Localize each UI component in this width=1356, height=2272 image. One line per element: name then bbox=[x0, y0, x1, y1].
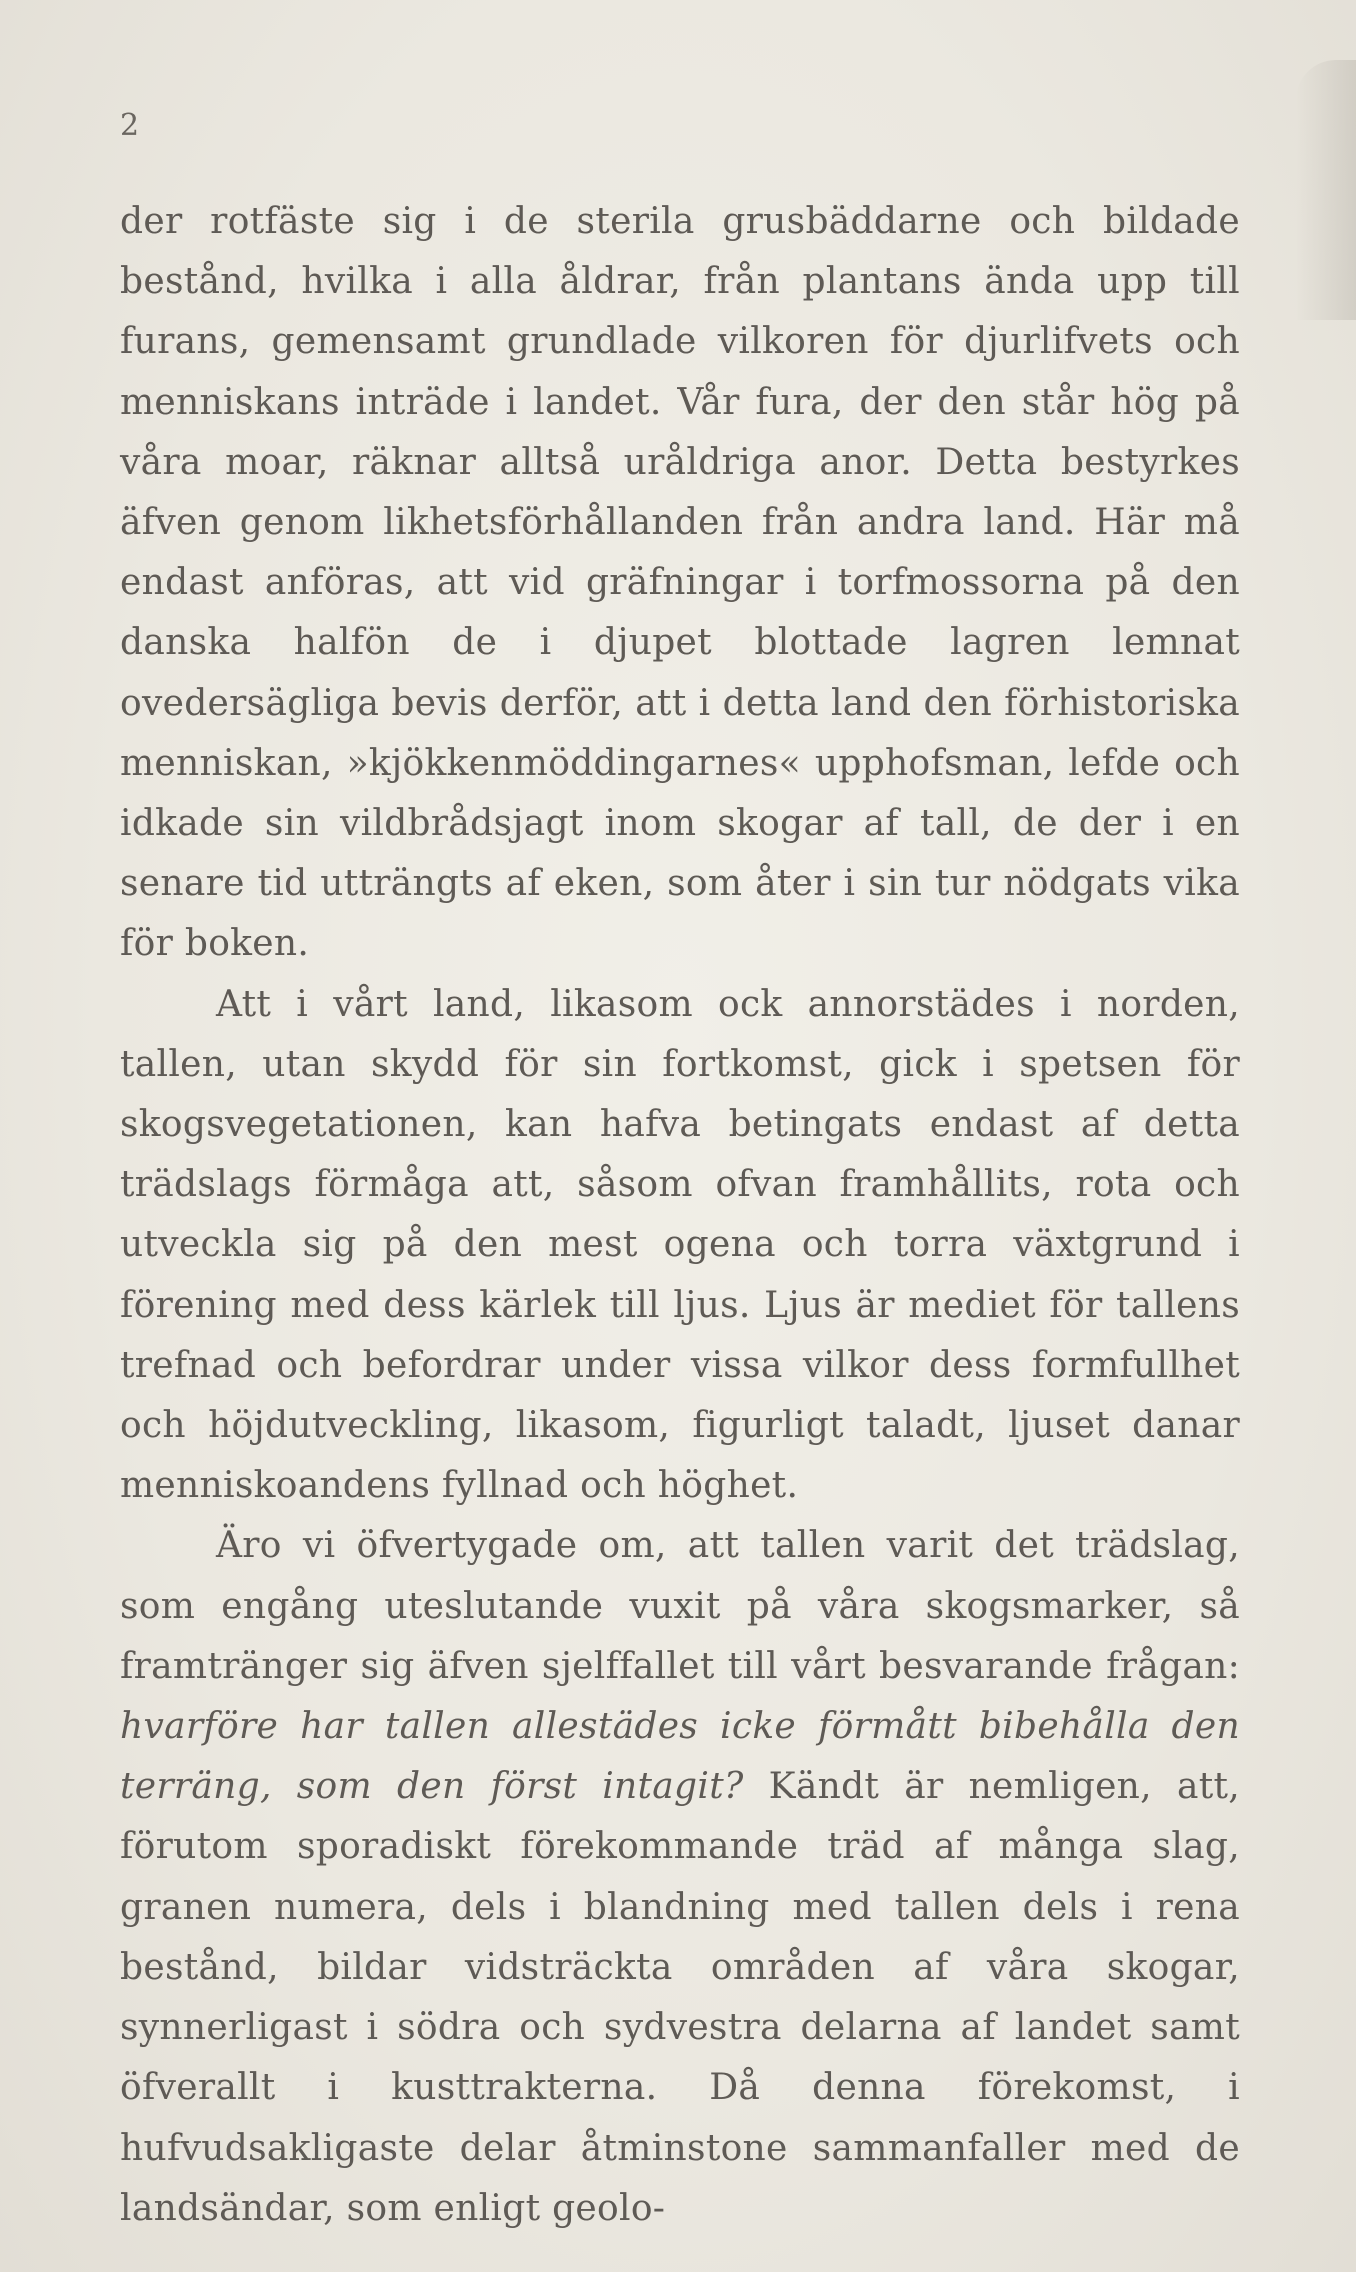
paragraph-3-text-end: Kändt är nemligen, att, förutom sporadiskt förekommande träd af många slag, granen numera, dels i blandning med tallen dels i rena bestånd, bildar vidsträckta områden af våra skogar, synnerligast i södra och sydvestra delarna af landet samt öfverallt i kusttrakterna. Då denna förekomst, i hufvudsakligaste delar åtminstone sammanfaller med de landsändar, som enligt geolo- bbox=[120, 1766, 1240, 2229]
page-edge-shadow bbox=[1296, 60, 1356, 320]
paragraph-3-text-start: Äro vi öfvertygade om, att tallen varit det trädslag, som engång uteslutande vuxit på våra skogsmarker, så framtränger sig äfven sjelffallet till vårt besvarande frågan: bbox=[120, 1525, 1240, 1687]
page-number: 2 bbox=[120, 108, 140, 143]
paragraph-3 bbox=[120, 1516, 1240, 2238]
paragraph-1: der rotfäste sig i de sterila grusbäddarne och bildade bestånd, hvilka i alla åldrar, från plantans ända upp till furans, gemensamt grundlade vilkoren för djurlifvets och menniskans inträde i landet. Vår fura, der den står hög på våra moar, räknar alltså uråldriga anor. Detta bestyrkes äfven genom likhetsförhållanden från andra land. Här må endast anföras, att vid gräfningar i torfmossorna på den danska halfön de i djupet blottade lagren lemnat ovedersägliga bevis derför, att i detta land den förhistoriska menniskan, »kjökkenmöddingarnes« upphofsman, lefde och idkade sin vildbrådsjagt inom skogar af tall, de der i en senare tid utträngts af eken, som åter i sin tur nödgats vika för boken. bbox=[120, 201, 1240, 965]
paragraph-2: Att i vårt land, likasom ock annorstädes i norden, tallen, utan skydd för sin fortkomst, gick i spetsen för skogsvegetationen, kan hafva betingats endast af detta trädslags förmåga att, såsom ofvan framhållits, rota och utveckla sig på den mest ogena och torra växtgrund i förening med dess kärlek till ljus. Ljus är mediet för tallens trefnad och befordrar under vissa vilkor dess formfullhet och höjdutveckling, likasom, figurligt taladt, ljuset danar menniskoandens fyllnad och höghet. bbox=[120, 983, 1240, 1507]
body-text bbox=[120, 192, 1240, 2239]
paragraph-3-italic-question: hvarföre har tallen allestädes icke förmått bibehålla den terräng, som den först intagit? bbox=[120, 1706, 1240, 1808]
